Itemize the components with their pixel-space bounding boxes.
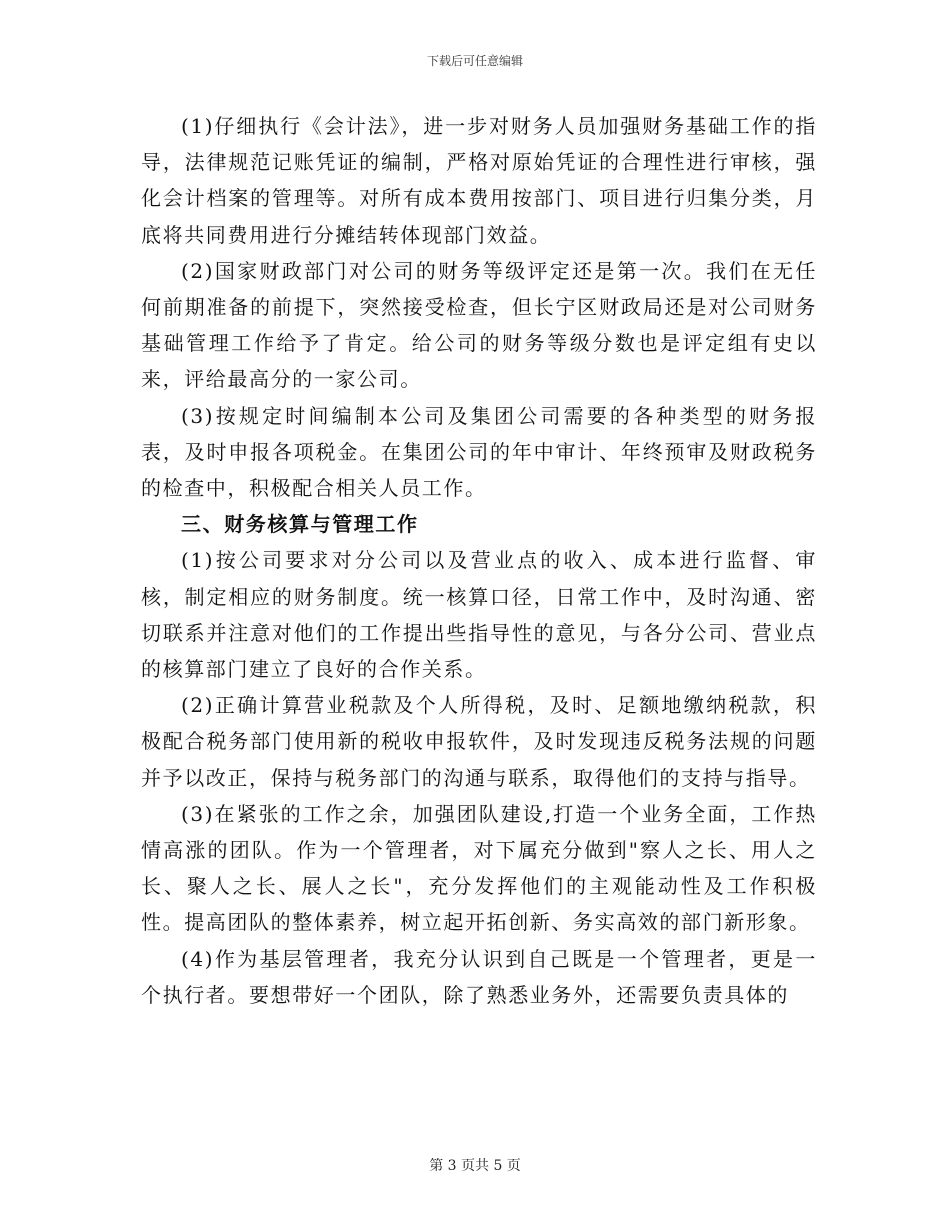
header-note: 下载后可任意编辑 xyxy=(426,54,523,68)
paragraph-financial-reports: (3)按规定时间编制本公司及集团公司需要的各种类型的财务报表，及时申报各项税金。在集团公司的年中审计、年终预审及财政税务的检查中，积极配合相关人员工作。 xyxy=(141,403,817,501)
paragraph-team-building: (3)在紧张的工作之余，加强团队建设,打造一个业务全面，工作热情高涨的团队。作为一个管理者，对下属充分做到"察人之长、用人之长、聚人之长、展人之长"，充分发挥他们的主观能动性及工作积极性。提高团队的整体素养，树立起开拓创新、务实高效的部门新形象。 xyxy=(141,801,817,935)
paragraph-accounting-law: (1)仔细执行《会计法》，进一步对财务人员加强财务基础工作的指导，法律规范记账凭证的编制，严格对原始凭证的合理性进行审核，强化会计档案的管理等。对所有成本费用按部门、项目进行归集分类，月底将共同费用进行分摊结转体现部门效益。 xyxy=(141,114,817,247)
section-heading: 三、财务核算与管理工作 xyxy=(181,512,419,537)
paragraph-tax-payment: (2)正确计算营业税款及个人所得税，及时、足额地缴纳税款，积极配合税务部门使用新的税收申报软件，及时发现违反税务法规的问题并予以改正，保持与税务部门的沟通与联系，取得他们的支持与指导。 xyxy=(141,693,817,790)
page-number: 第 3 页共 5 页 xyxy=(429,1158,521,1174)
document-body xyxy=(141,108,817,1013)
paragraph-finance-rating: (2)国家财政部门对公司的财务等级评定还是第一次。我们在无任何前期准备的前提下，突然接受检查，但长宁区财政局还是对公司财务基础管理工作给予了肯定。给公司的财务等级分数也是评定组有史以来，评给最高分的一家公司。 xyxy=(141,258,817,392)
paragraph-branch-supervision: (1)按公司要求对分公司以及营业点的收入、成本进行监督、审核，制定相应的财务制度。统一核算口径，日常工作中，及时沟通、密切联系并注意对他们的工作提出些指导性的意见，与各分公司、营业点的核算部门建立了良好的合作关系。 xyxy=(141,548,817,682)
paragraph-manager-role: (4)作为基层管理者，我充分认识到自己既是一个管理者，更是一个执行者。要想带好一个团队，除了熟悉业务外，还需要负责具体的 xyxy=(141,946,817,1007)
